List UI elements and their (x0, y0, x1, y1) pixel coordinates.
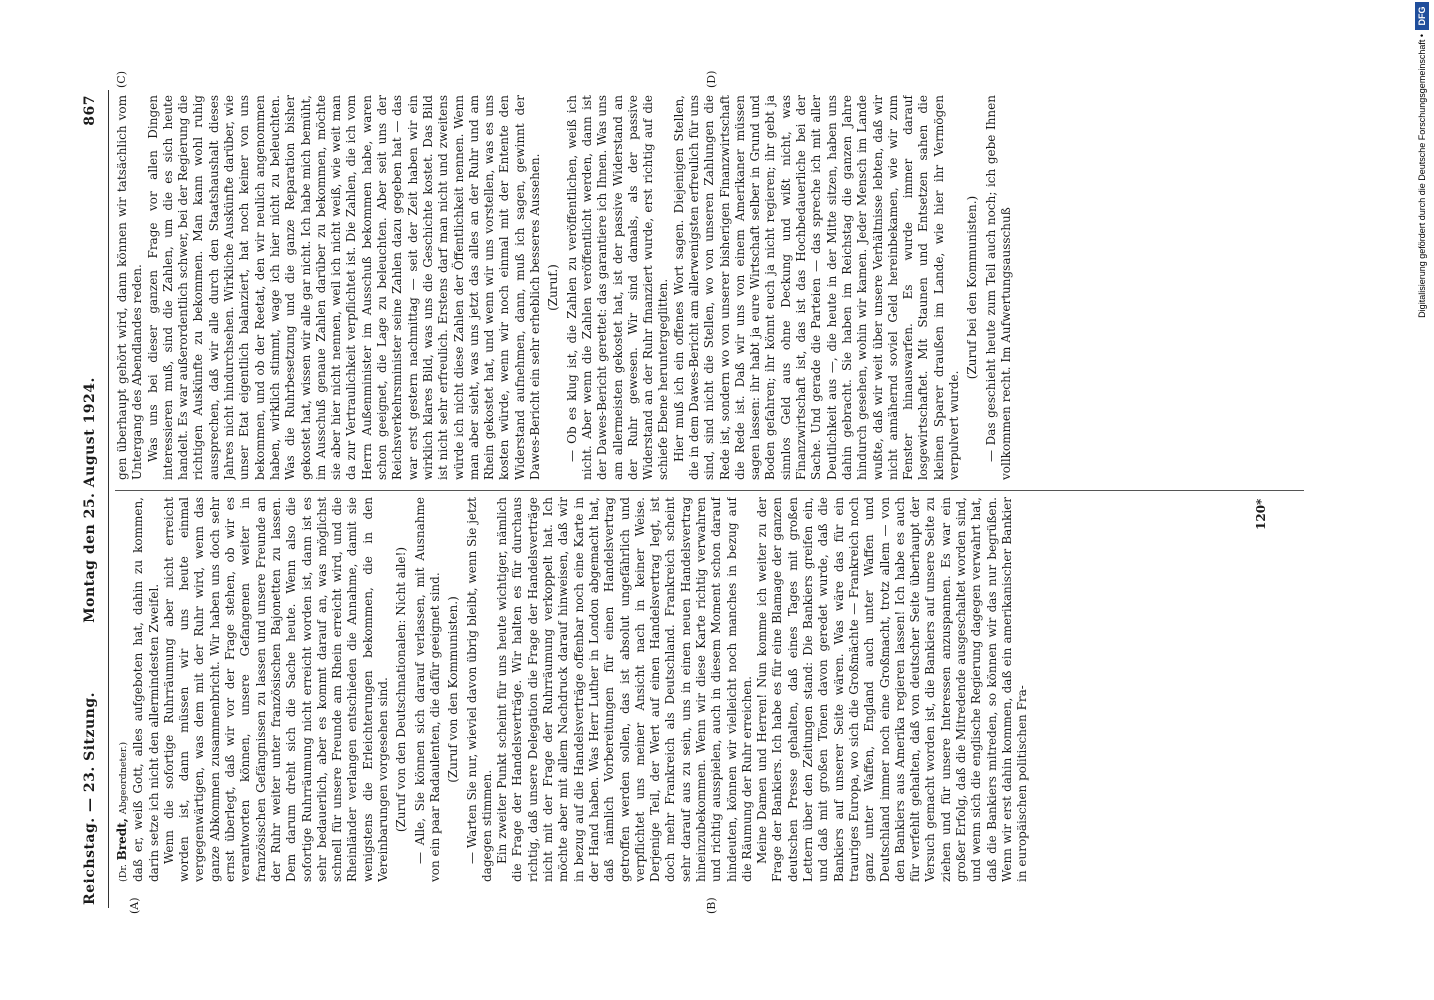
speaker-prefix: (Dr. (118, 864, 129, 882)
paragraph: — Das geschieht heute zum Teil auch noch; ich gebe Ihnen vollkommen recht. Im Aufwertungsausschuß (983, 95, 1013, 480)
paragraph: Meine Damen und Herren! Nun komme ich weiter zu der Frage der Bankiers. Ich habe es für eine Blamage der ganzen deutschen Presse gehalten, daß eines Tages mit großen Lettern über den Zeitungen stand: Die Bankiers greifen ein, und daß mit großen Tönen davon geredet wurde, daß die Bankiers auf unserer Seite wären. Was wäre das für ein trauriges Europa, wo sich die Großmächte — Frankreich noch ganz unter Waffen, England auch unter Waffen und Deutschland immer noch eine Großmacht, trotz allem — von den Bankiers aus Amerika regieren lassen! Ich habe es auch für verfehlt gehalten, daß von deutscher Seite überhaupt der Versuch gemacht worden ist, die Bankiers auf unsere Seite zu ziehen und für unsere Interessen anzuspannen. Es war ein großer Erfolg, daß die Mitredende ausgeschaltet worden sind, und wenn sich die englische Regierung dagegen verwahrt hat, daß die Bankiers mitreden, so können wir das nur begrüßen. Wenn wir erst dahin kommen, daß ein amerikanischer Bankier in europäischen politischen Fra- (755, 497, 1030, 882)
paragraph: Wenn die sofortige Ruhrräumung aber nicht erreicht worden ist, dann müssen wir uns heute einmal vergegenwärtigen, was dem mit der Ruhr wird, wenn das ganze Abkommen zusammenbricht. Wir haben uns doch sehr ernst überlegt, daß wir vor der Frage stehen, ob wir es verantworten können, unsere Gefangenen weiter in französischen Gefängnissen zu lassen und unsere Freunde an der Ruhr weiter unter französischen Bajonetten zu lassen. Dem darum dreht sich die Sache heute. Wenn also die sofortige Ruhrräumung nicht erreicht worden ist, dann ist es sehr bedauerlich, aber es kommt darauf an, was möglichst schnell für unsere Freunde am Rhein erreicht wird, und die Rheinländer verlangen entschieden die Annahme, damit sie wenigstens die Erleichterungen bekommen, die in den Vereinbarungen vorgesehen sind. (161, 497, 391, 882)
page-number: 867 (82, 95, 98, 126)
paragraph: Hier muß ich ein offenes Wort sagen. Diejenigen Stellen, die in dem Dawes-Bericht am allerwenigsten erfreulich für uns sind, sind nicht die Stellen, wo von unseren Zahlungen die Rede ist, sondern wo von unserer bisherigen Finanzwirtschaft die Rede ist. Daß wir uns von einem Amerikaner müssen sagen lassen: ihr habt ja eure Wirtschaft selber in Grund und Boden gefahren; ihr könnt euch ja nicht regieren; ihr gebt ja sinnlos Geld aus ohne Deckung und wißt nicht, was Finanzwirtschaft ist, das ist das Hochbedauerliche bei der Sache. Und gerade die Parteien — das spreche ich mit aller Deutlichkeit aus —, die heute in der Mitte sitzen, haben uns dahin gebracht. Sie haben im Reichstag die ganzen Jahre hindurch gesehen, wohin wir kamen. Jeder Mensch im Lande wußte, daß wir weit über unsere Verhältnisse lebten, daß wir nicht annähernd soviel Geld hereinbekamen, wie wir zum Fenster hinauswarfen. Es wurde immer darauf losgewirtschaftet. Mit Staunen und Entsetzen sahen die kleinen Sparer draußen im Lande, wie hier ihr Vermögen verpulvert wurde. (671, 95, 962, 480)
margin-mark-b: (B) (705, 897, 718, 914)
paragraph: gen überhaupt gehört wird, dann können wir tatsächlich vom Untergang des Abendlandes reden. (115, 95, 145, 480)
speaker-line (115, 497, 131, 882)
header-rule (108, 90, 109, 908)
right-column (115, 95, 1284, 480)
interjection: (Zuruf bei den Kommunisten.) (965, 195, 980, 380)
left-column (115, 497, 1284, 882)
paragraph: Ein zweiter Punkt scheint für uns heute wichtiger, nämlich die Frage der Handelsverträge. Wir halten es für durchaus richtig, daß unsere Delegation die Frage der Handelsverträge nicht mit der Frage der Ruhrräumung verkoppelt hat. Ich möchte aber mit allem Nachdruck darauf hinweisen, daß wir in bezug auf die Handelsverträge offenbar noch eine Karte in der Hand haben. Was Herr Luther in London abgemacht hat, daß nämlich Vorbereitungen für einen Handelsvertrag getroffen werden sollen, das ist absolut ungefährlich und verpflichtet uns meiner Ansicht nach in keiner Weise. Derjenige Teil, der Wert auf einen Handelsvertrag legt, ist doch mehr Frankreich als Deutschland. Frankreich scheint sehr darauf aus zu sein, uns in einen neuen Handelsvertrag hineinzubekommen. Wenn wir diese Karte richtig verwahren und richtig ausspielen, auch in diesem Moment schon darauf hindeuten, können wir vielleicht noch manches in bezug auf die Räumung der Ruhr erreichen. (495, 497, 754, 882)
header-date: Montag den 25. August 1924. (82, 377, 98, 623)
sheet-id: 120* (1254, 498, 1268, 530)
paragraph: Was uns bei dieser ganzen Frage vor allen Dingen interessieren muß, sind die Zahlen, um die es sich heute handelt. Es war außerordentlich schwer, bei der Regierung die richtigen Auskünfte zu bekommen. Man kann wohl ruhig aussprechen, daß wir alle durch den Staatshaushalt dieses Jahres nicht hindurchsehen. Wirkliche Auskünfte darüber, wie unser Etat eigentlich balanziert, hat noch keiner von uns bekommen, und ob der Reetat, den wir neulich angenommen haben, wirklich stimmt, wage ich hier nicht zu beleuchten. Was die Ruhrbesetzung und die ganze Reparation bisher gekostet hat, wissen wir alle gar nicht. Ich habe mich bemüht, im Ausschuß genaue Zahlen darüber zu bekommen, möchte sie aber hier nicht nennen, weil ich nicht weiß, wie weit man da zur Vertraulichkeit verpflichtet ist. Die Zahlen, die ich vom Herrn Außenminister im Ausschuß bekommen habe, waren schon geeignet, die Lage zu beleuchten. Aber seit uns der Reichsverkehrsminister seine Zahlen dazu gegeben hat — das war erst gestern nachmittag — seit der Zeit haben wir ein wirklich klares Bild, was uns die Geschichte kostet. Das Bild ist nicht sehr erfreulich. Erstens darf man nicht und zweitens würde ich nicht diese Zahlen der Öffentlichkeit nennen. Wenn man aber sieht, was uns jetzt das alles an der Ruhr und am Rhein gekostet hat, und wenn wir uns vorstellen, was es uns kosten würde, wenn wir noch einmal mit der Entente den Widerstand aufnehmen, dann, muß ich sagen, gewinnt der Dawes-Bericht ein sehr erheblich besseres Aussehen. (145, 95, 543, 480)
interjection: (Zuruf von den Kommunisten.) (446, 596, 461, 783)
paragraph: — Warten Sie nur, wieviel davon übrig bleibt, wenn Sie jetzt dagegen stimmen. (464, 497, 494, 882)
page-header (82, 95, 108, 905)
margin-mark-d: (D) (705, 70, 718, 88)
interjection: (Zuruf von den Deutschnationalen: Nicht alle!) (394, 546, 409, 833)
paragraph: — Ob es klug ist, die Zahlen zu veröffentlichen, weiß ich nicht. Aber wenn die Zahlen veröffentlicht werden, dann ist der Dawes-Bericht gerettet: das garantiere ich Ihnen. Was uns am allermeisten gekostet hat, ist der passive Widerstand an der Ruhr gewesen. Wir sind damals, als der passive Widerstand an der Ruhr finanziert wurde, erst richtig auf die schiefe Ebene heruntergeglitten. (564, 95, 671, 480)
speaker-name: Bredt, (115, 818, 129, 861)
column-divider (115, 490, 1304, 491)
header-session: Reichstag. — 23. Sitzung. (82, 692, 98, 905)
paragraph: daß er, weiß Gott, alles aufgeboten hat, dahin zu kommen, darin setze ich nicht den allermindesten Zweifel. (131, 497, 161, 882)
dfg-logo-icon: DFG (1415, 2, 1429, 30)
digitization-text: Digitalisierung gefördert durch die Deutsche Forschungsgemeinschaft • (1417, 34, 1427, 318)
margin-mark-c: (C) (115, 71, 128, 88)
margin-mark-a: (A) (128, 897, 141, 914)
digitization-notice (1415, 0, 1431, 1000)
interjection: (Zuruf.) (546, 264, 561, 311)
speaker-role: Abgeordneter.) (118, 741, 129, 815)
paragraph: — Alle, Sie können sich darauf verlassen, mit Ausnahme von ein paar Radaulenten, die dafür geeignet sind. (412, 497, 442, 882)
